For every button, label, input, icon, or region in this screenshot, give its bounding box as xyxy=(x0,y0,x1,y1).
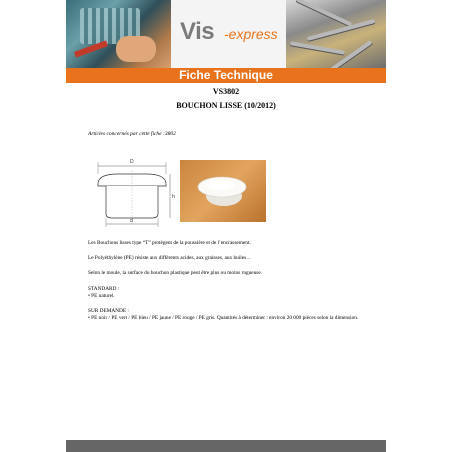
dim-d-label: d xyxy=(130,218,133,224)
logo-express-text: -express xyxy=(224,26,278,42)
paragraph-resistance: Le Polyéthylène (PE) résiste aux différents acides, aux graisses, aux huiles… xyxy=(88,255,252,261)
screw xyxy=(290,41,345,54)
screws-photo xyxy=(286,0,386,68)
product-reference: VS3802 xyxy=(212,87,240,96)
demand-title: SUR DEMANDE : xyxy=(88,308,129,314)
header-banner xyxy=(66,0,386,68)
dim-D-label: D xyxy=(130,159,134,165)
product-title: BOUCHON LISSE (10/2012) xyxy=(176,101,276,110)
product-photo xyxy=(180,160,266,222)
document-page xyxy=(66,0,386,452)
standard-title: STANDARD : xyxy=(88,286,120,292)
paragraph-protection: Les Bouchons lisses type “T” protègent de la poussière et de l’encrassement. xyxy=(88,240,251,246)
logo-vis-text: Vis xyxy=(180,18,215,45)
technical-drawing xyxy=(88,150,178,230)
fiche-technique-band: Fiche Technique xyxy=(66,68,386,83)
standard-item: • PE naturel. xyxy=(88,293,115,299)
screw xyxy=(296,0,352,26)
paragraph-surface: Selon le moule, la surface du bouchon plastique peut être plus ou moins rugueuse. xyxy=(88,270,263,276)
dim-h-label: h xyxy=(172,194,175,200)
screw xyxy=(329,40,372,68)
workshop-photo xyxy=(66,0,171,68)
articles-note: Articles concernés par cette fiche :3802 xyxy=(88,131,176,137)
footer-bar xyxy=(66,440,386,452)
company-logo xyxy=(176,18,286,50)
demand-item: • PE noir / PE vert / PE bleu / PE jaune / PE rouge / PE gris. Quantités à déterminer : environ 20 000 pièces selon la dimension. xyxy=(88,315,359,321)
hand xyxy=(116,36,156,62)
white-plug-image xyxy=(196,174,252,208)
